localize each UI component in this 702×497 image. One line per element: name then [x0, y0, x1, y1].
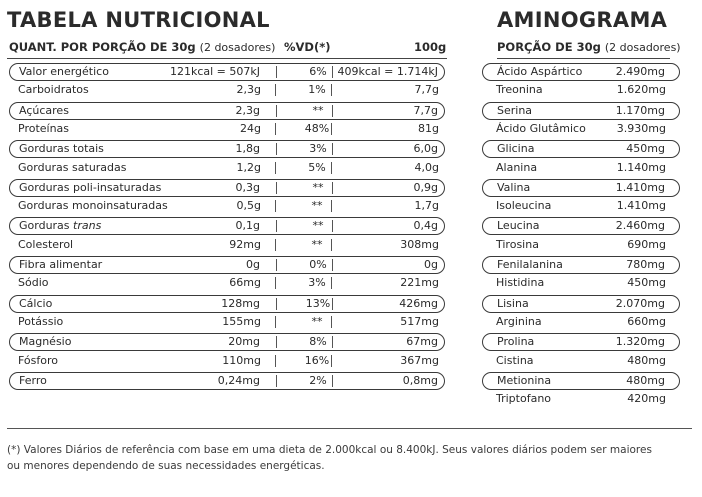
daily-value-percent: ** — [311, 237, 323, 251]
daily-value-percent: 16% — [304, 353, 330, 367]
column-divider — [332, 259, 333, 271]
value-per-portion: 1,2g — [236, 160, 261, 174]
nutrient-name: Gorduras monoinsaturadas — [18, 199, 168, 213]
column-divider — [276, 66, 277, 78]
daily-value-percent: 6% — [309, 65, 327, 78]
nutrition-row — [9, 333, 445, 351]
value-per-100g: 367mg — [400, 353, 439, 367]
nutrient-name: Cálcio — [19, 296, 53, 310]
column-divider — [276, 220, 277, 232]
daily-value-percent: ** — [312, 180, 324, 194]
nutrition-row — [9, 82, 445, 100]
column-divider — [331, 162, 332, 174]
column-divider — [275, 355, 276, 367]
aminogram-row — [482, 256, 680, 274]
amino-acid-value: 1.620mg — [616, 83, 666, 97]
amino-acid-value: 480mg — [627, 353, 666, 367]
column-divider — [275, 316, 276, 328]
column-divider — [276, 336, 277, 348]
column-divider — [331, 239, 332, 251]
amino-acid-value: 780mg — [626, 258, 665, 271]
amino-acid-name: Alanina — [496, 160, 538, 174]
column-divider — [332, 105, 333, 117]
value-per-100g: 0,8mg — [402, 373, 438, 387]
value-per-100g: 409kcal = 1.714kJ — [337, 65, 438, 78]
aminogram-row — [482, 198, 680, 216]
value-per-100g: 0,4g — [413, 219, 438, 233]
nutrient-name: Fósforo — [18, 353, 59, 367]
amino-portion-note: (2 dosadores) — [604, 41, 681, 54]
daily-value-percent: 8% — [309, 335, 327, 349]
nutrient-name: Fibra alimentar — [19, 258, 103, 271]
column-divider — [332, 298, 333, 310]
nutrient-name: Açúcares — [19, 103, 69, 117]
amino-acid-name: Prolina — [497, 335, 535, 349]
value-per-portion: 2,3g — [235, 103, 260, 117]
column-divider — [275, 123, 276, 135]
value-per-portion: 24g — [240, 121, 261, 135]
amino-acid-value: 660mg — [627, 314, 666, 328]
value-per-100g: 517mg — [400, 314, 439, 328]
nutrition-row — [9, 140, 445, 158]
nutrition-row — [9, 121, 445, 139]
value-per-100g: 1,7g — [414, 199, 439, 213]
footnote-line-2: ou menores dependendo de suas necessidades energéticas. — [7, 460, 325, 472]
daily-value-percent: ** — [311, 314, 323, 328]
amino-acid-value: 2.070mg — [615, 296, 665, 310]
nutrient-name: Proteínas — [18, 121, 70, 135]
footnote — [7, 442, 697, 474]
value-per-portion: 0g — [246, 258, 260, 271]
aminogram-portion-header — [497, 40, 681, 54]
aminogram-row — [482, 179, 680, 197]
value-per-portion: 2,3g — [236, 83, 261, 97]
aminogram-row — [482, 140, 680, 158]
amino-acid-name: Arginina — [496, 314, 542, 328]
nutrition-row — [9, 198, 445, 216]
aminogram-row — [482, 353, 680, 371]
nutrition-row — [9, 275, 445, 293]
portion-note: (2 dosadores) — [199, 41, 276, 54]
amino-acid-name: Serina — [497, 103, 533, 117]
column-divider — [276, 143, 277, 155]
nutrition-row — [9, 160, 445, 178]
aminogram-row — [482, 333, 680, 351]
value-per-portion: 128mg — [221, 296, 260, 310]
value-per-portion: 155mg — [222, 314, 261, 328]
per100-header: 100g — [414, 40, 447, 54]
daily-value-percent: 48% — [304, 121, 330, 135]
column-divider — [331, 316, 332, 328]
value-per-portion: 0,24mg — [217, 373, 260, 387]
nutrition-row — [9, 372, 445, 390]
value-per-portion: 0,1g — [235, 219, 260, 233]
daily-value-percent: 0% — [309, 258, 327, 271]
nutrient-name: Ferro — [19, 373, 47, 387]
aminogram-row — [482, 237, 680, 255]
value-per-100g: 0g — [424, 258, 438, 271]
daily-value-percent: ** — [312, 103, 324, 117]
amino-acid-name: Ácido Glutâmico — [496, 121, 586, 135]
column-divider — [275, 162, 276, 174]
amino-acid-name: Isoleucina — [496, 199, 552, 213]
column-divider — [275, 200, 276, 212]
amino-acid-value: 2.460mg — [615, 219, 665, 233]
column-divider — [332, 336, 333, 348]
daily-value-percent: ** — [312, 219, 324, 233]
amino-acid-value: 1.410mg — [616, 199, 666, 213]
nutrition-header-rule — [7, 58, 447, 59]
aminogram-row — [482, 314, 680, 332]
nutrition-table-title: TABELA NUTRICIONAL — [7, 8, 270, 32]
value-per-portion: 0,3g — [235, 180, 260, 194]
daily-value-percent: 3% — [309, 142, 327, 156]
amino-acid-name: Ácido Aspártico — [497, 65, 583, 78]
amino-acid-value: 420mg — [627, 392, 666, 406]
value-per-100g: 4,0g — [414, 160, 439, 174]
nutrient-name: Carboidratos — [18, 83, 89, 97]
value-per-100g: 7,7g — [413, 103, 438, 117]
aminogram-row — [482, 372, 680, 390]
amino-acid-value: 690mg — [627, 237, 666, 251]
amino-acid-name: Lisina — [497, 296, 529, 310]
column-divider — [276, 375, 277, 387]
column-divider — [276, 259, 277, 271]
value-per-portion: 110mg — [222, 353, 261, 367]
footnote-line-1: (*) Valores Diários de referência com base em uma dieta de 2.000kcal ou 8.400kJ. Seus valores diários podem ser maiores — [7, 444, 652, 456]
value-per-portion: 92mg — [229, 237, 261, 251]
amino-acid-name: Treonina — [496, 83, 543, 97]
column-divider — [331, 84, 332, 96]
aminogram-title: AMINOGRAMA — [497, 8, 668, 32]
value-per-portion: 0,5g — [236, 199, 261, 213]
amino-acid-value: 450mg — [626, 142, 665, 156]
column-divider — [331, 277, 332, 289]
value-per-100g: 308mg — [400, 237, 439, 251]
value-per-100g: 7,7g — [414, 83, 439, 97]
amino-acid-name: Valina — [497, 180, 531, 194]
daily-value-percent: 2% — [309, 373, 327, 387]
trans-emphasis: trans — [73, 219, 102, 233]
value-per-portion: 121kcal = 507kJ — [169, 65, 260, 78]
value-per-portion: 1,8g — [235, 142, 260, 156]
amino-acid-value: 3.930mg — [616, 121, 666, 135]
aminogram-row — [482, 275, 680, 293]
nutrition-row — [9, 63, 445, 81]
nutrient-name: Magnésio — [19, 335, 72, 349]
aminogram-row — [482, 82, 680, 100]
nutrient-name: Colesterol — [18, 237, 74, 251]
column-divider — [276, 298, 277, 310]
column-divider — [331, 355, 332, 367]
aminogram-row — [482, 121, 680, 139]
nutrition-row — [9, 102, 445, 120]
amino-acid-name: Leucina — [497, 219, 540, 233]
amino-acid-value: 450mg — [627, 276, 666, 290]
nutrition-row — [9, 179, 445, 197]
column-divider — [275, 239, 276, 251]
daily-value-percent: 3% — [308, 276, 326, 290]
nutrient-name: Gorduras totais — [19, 142, 104, 156]
column-divider — [275, 277, 276, 289]
amino-acid-name: Tirosina — [496, 237, 539, 251]
aminogram-row — [482, 391, 680, 409]
column-divider — [276, 182, 277, 194]
value-per-100g: 81g — [418, 121, 439, 135]
nutrition-row — [9, 295, 445, 313]
value-per-100g: 221mg — [400, 276, 439, 290]
amino-acid-name: Triptofano — [496, 392, 552, 406]
nutrition-portion-header — [9, 40, 275, 54]
vd-header: %VD(*) — [284, 40, 331, 54]
nutrient-name: Gorduras saturadas — [18, 160, 127, 174]
column-divider — [332, 66, 333, 78]
amino-acid-value: 1.320mg — [615, 335, 665, 349]
daily-value-percent: ** — [311, 199, 323, 213]
column-divider — [331, 123, 332, 135]
nutrient-name: Sódio — [18, 276, 49, 290]
column-divider — [332, 182, 333, 194]
aminogram-row — [482, 160, 680, 178]
amino-acid-value: 2.490mg — [615, 65, 665, 78]
amino-acid-value: 1.410mg — [615, 180, 665, 194]
portion-label: QUANT. POR PORÇÃO DE 30g — [9, 40, 196, 54]
column-divider — [276, 105, 277, 117]
amino-acid-value: 1.140mg — [616, 160, 666, 174]
nutrition-row — [9, 217, 445, 235]
nutrient-name: Gorduras poli-insaturadas — [19, 180, 162, 194]
value-per-100g: 6,0g — [413, 142, 438, 156]
amino-acid-name: Fenilalanina — [497, 258, 563, 271]
aminogram-row — [482, 217, 680, 235]
amino-acid-name: Cistina — [496, 353, 534, 367]
nutrition-row — [9, 353, 445, 371]
aminogram-row — [482, 295, 680, 313]
value-per-100g: 67mg — [406, 335, 438, 349]
value-per-portion: 66mg — [229, 276, 261, 290]
amino-acid-name: Metionina — [497, 373, 552, 387]
aminogram-row — [482, 102, 680, 120]
amino-portion-label: PORÇÃO DE 30g — [497, 40, 601, 54]
value-per-100g: 426mg — [399, 296, 438, 310]
nutrition-row — [9, 314, 445, 332]
amino-acid-value: 1.170mg — [615, 103, 665, 117]
aminogram-row — [482, 63, 680, 81]
column-divider — [331, 200, 332, 212]
daily-value-percent: 5% — [308, 160, 326, 174]
daily-value-percent: 13% — [305, 296, 331, 310]
daily-value-percent: 1% — [308, 83, 326, 97]
aminogram-header-rule — [497, 58, 670, 59]
column-divider — [332, 375, 333, 387]
column-divider — [275, 84, 276, 96]
amino-acid-name: Histidina — [496, 276, 545, 290]
nutrition-row — [9, 237, 445, 255]
amino-acid-name: Glicina — [497, 142, 535, 156]
value-per-portion: 20mg — [228, 335, 260, 349]
value-per-100g: 0,9g — [413, 180, 438, 194]
column-divider — [332, 143, 333, 155]
amino-acid-value: 480mg — [626, 373, 665, 387]
footnote-divider — [7, 428, 692, 429]
column-divider — [332, 220, 333, 232]
nutrient-name: Valor energético — [19, 65, 109, 78]
nutrient-name: Gorduras trans — [19, 219, 102, 233]
nutrition-row — [9, 256, 445, 274]
nutrient-name: Potássio — [18, 314, 64, 328]
